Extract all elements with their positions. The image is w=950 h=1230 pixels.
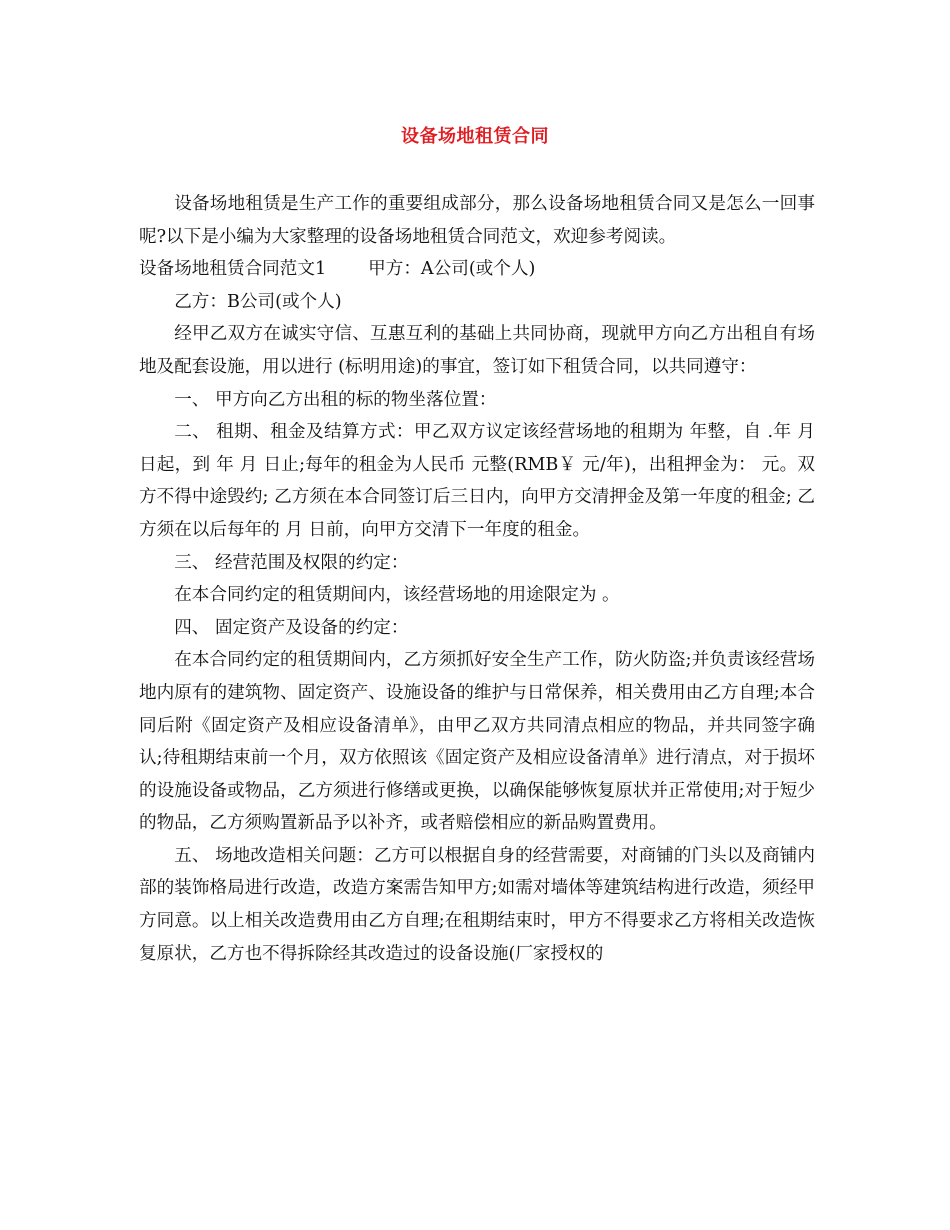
sample-label: 设备场地租赁合同范文1 [139,259,327,280]
clause-4-heading: 四、 固定资产及设备的约定： [174,617,409,638]
intro-paragraph: 设备场地租赁是生产工作的重要组成部分，那么设备场地租赁合同又是怎么一回事呢?以下是小编为大家整理的设备场地租赁合同范文，欢迎参考阅读。 [139,194,815,247]
party-b: 乙方：B公司(或个人) [174,291,342,312]
clause-4-paragraph: 在本合同约定的租赁期间内，乙方须抓好安全生产工作，防火防盗;并负责该经营场地内原有的建筑物、固定资产、设施设备的维护与日常保养，相关费用由乙方自理;本合同后附《固定资产及相应设备清单》，由甲乙双方共同清点相应的物品，并共同签字确认;待租期结束前一个月，双方依照该《固定资产及相应设备清单》进行清点，对于损坏的设施设备或物品，乙方须进行修缮或更换，以确保能够恢复原状并正常使用;对于短少的物品，乙方须购置新品予以补齐，或者赔偿相应的新品购置费用。 [139,650,815,834]
clause-5-paragraph: 五、 场地改造相关问题：乙方可以根据自身的经营需要，对商铺的门头以及商铺内部的装饰格局进行改造，改造方案需告知甲方;如需对墙体等建筑结构进行改造，须经甲方同意。以上相关改造费用由乙方自理;在租期结束时，甲方不得要求乙方将相关改造恢复原状，乙方也不得拆除经其改造过的设备设施(厂家授权的 [139,845,815,964]
clause-3-paragraph: 在本合同约定的租赁期间内，该经营场地的用途限定为 。 [174,585,620,606]
clause-2-paragraph: 二、 租期、租金及结算方式：甲乙双方议定该经营场地的租期为 年整，自 .年 月 日起，到 年 月 日止;每年的租金为人民币 元整(RMB￥ 元/年)，出租押金为： 元。双方不得中途毁约; 乙方须在本合同签订后三日内，向甲方交清押金及第一年度的租金; 乙方须在以后每年的 月 日前，向甲方交清下一年度的租金。 [139,422,815,540]
party-a: 甲方：A公司(或个人) [368,259,536,280]
document-body [139,188,815,970]
document-title: 设备场地租赁合同 [401,126,549,147]
preamble-paragraph: 经甲乙双方在诚实守信、互惠互利的基础上共同协商，现就甲方向乙方出租自有场地及配套设施，用以进行 (标明用途)的事宜，签订如下租赁合同，以共同遵守： [139,324,815,377]
clause-3-heading: 三、 经营范围及权限的约定： [174,552,409,573]
sample-header-row [139,253,815,286]
clause-1-heading: 一、 甲方向乙方出租的标的物坐落位置： [174,389,497,410]
